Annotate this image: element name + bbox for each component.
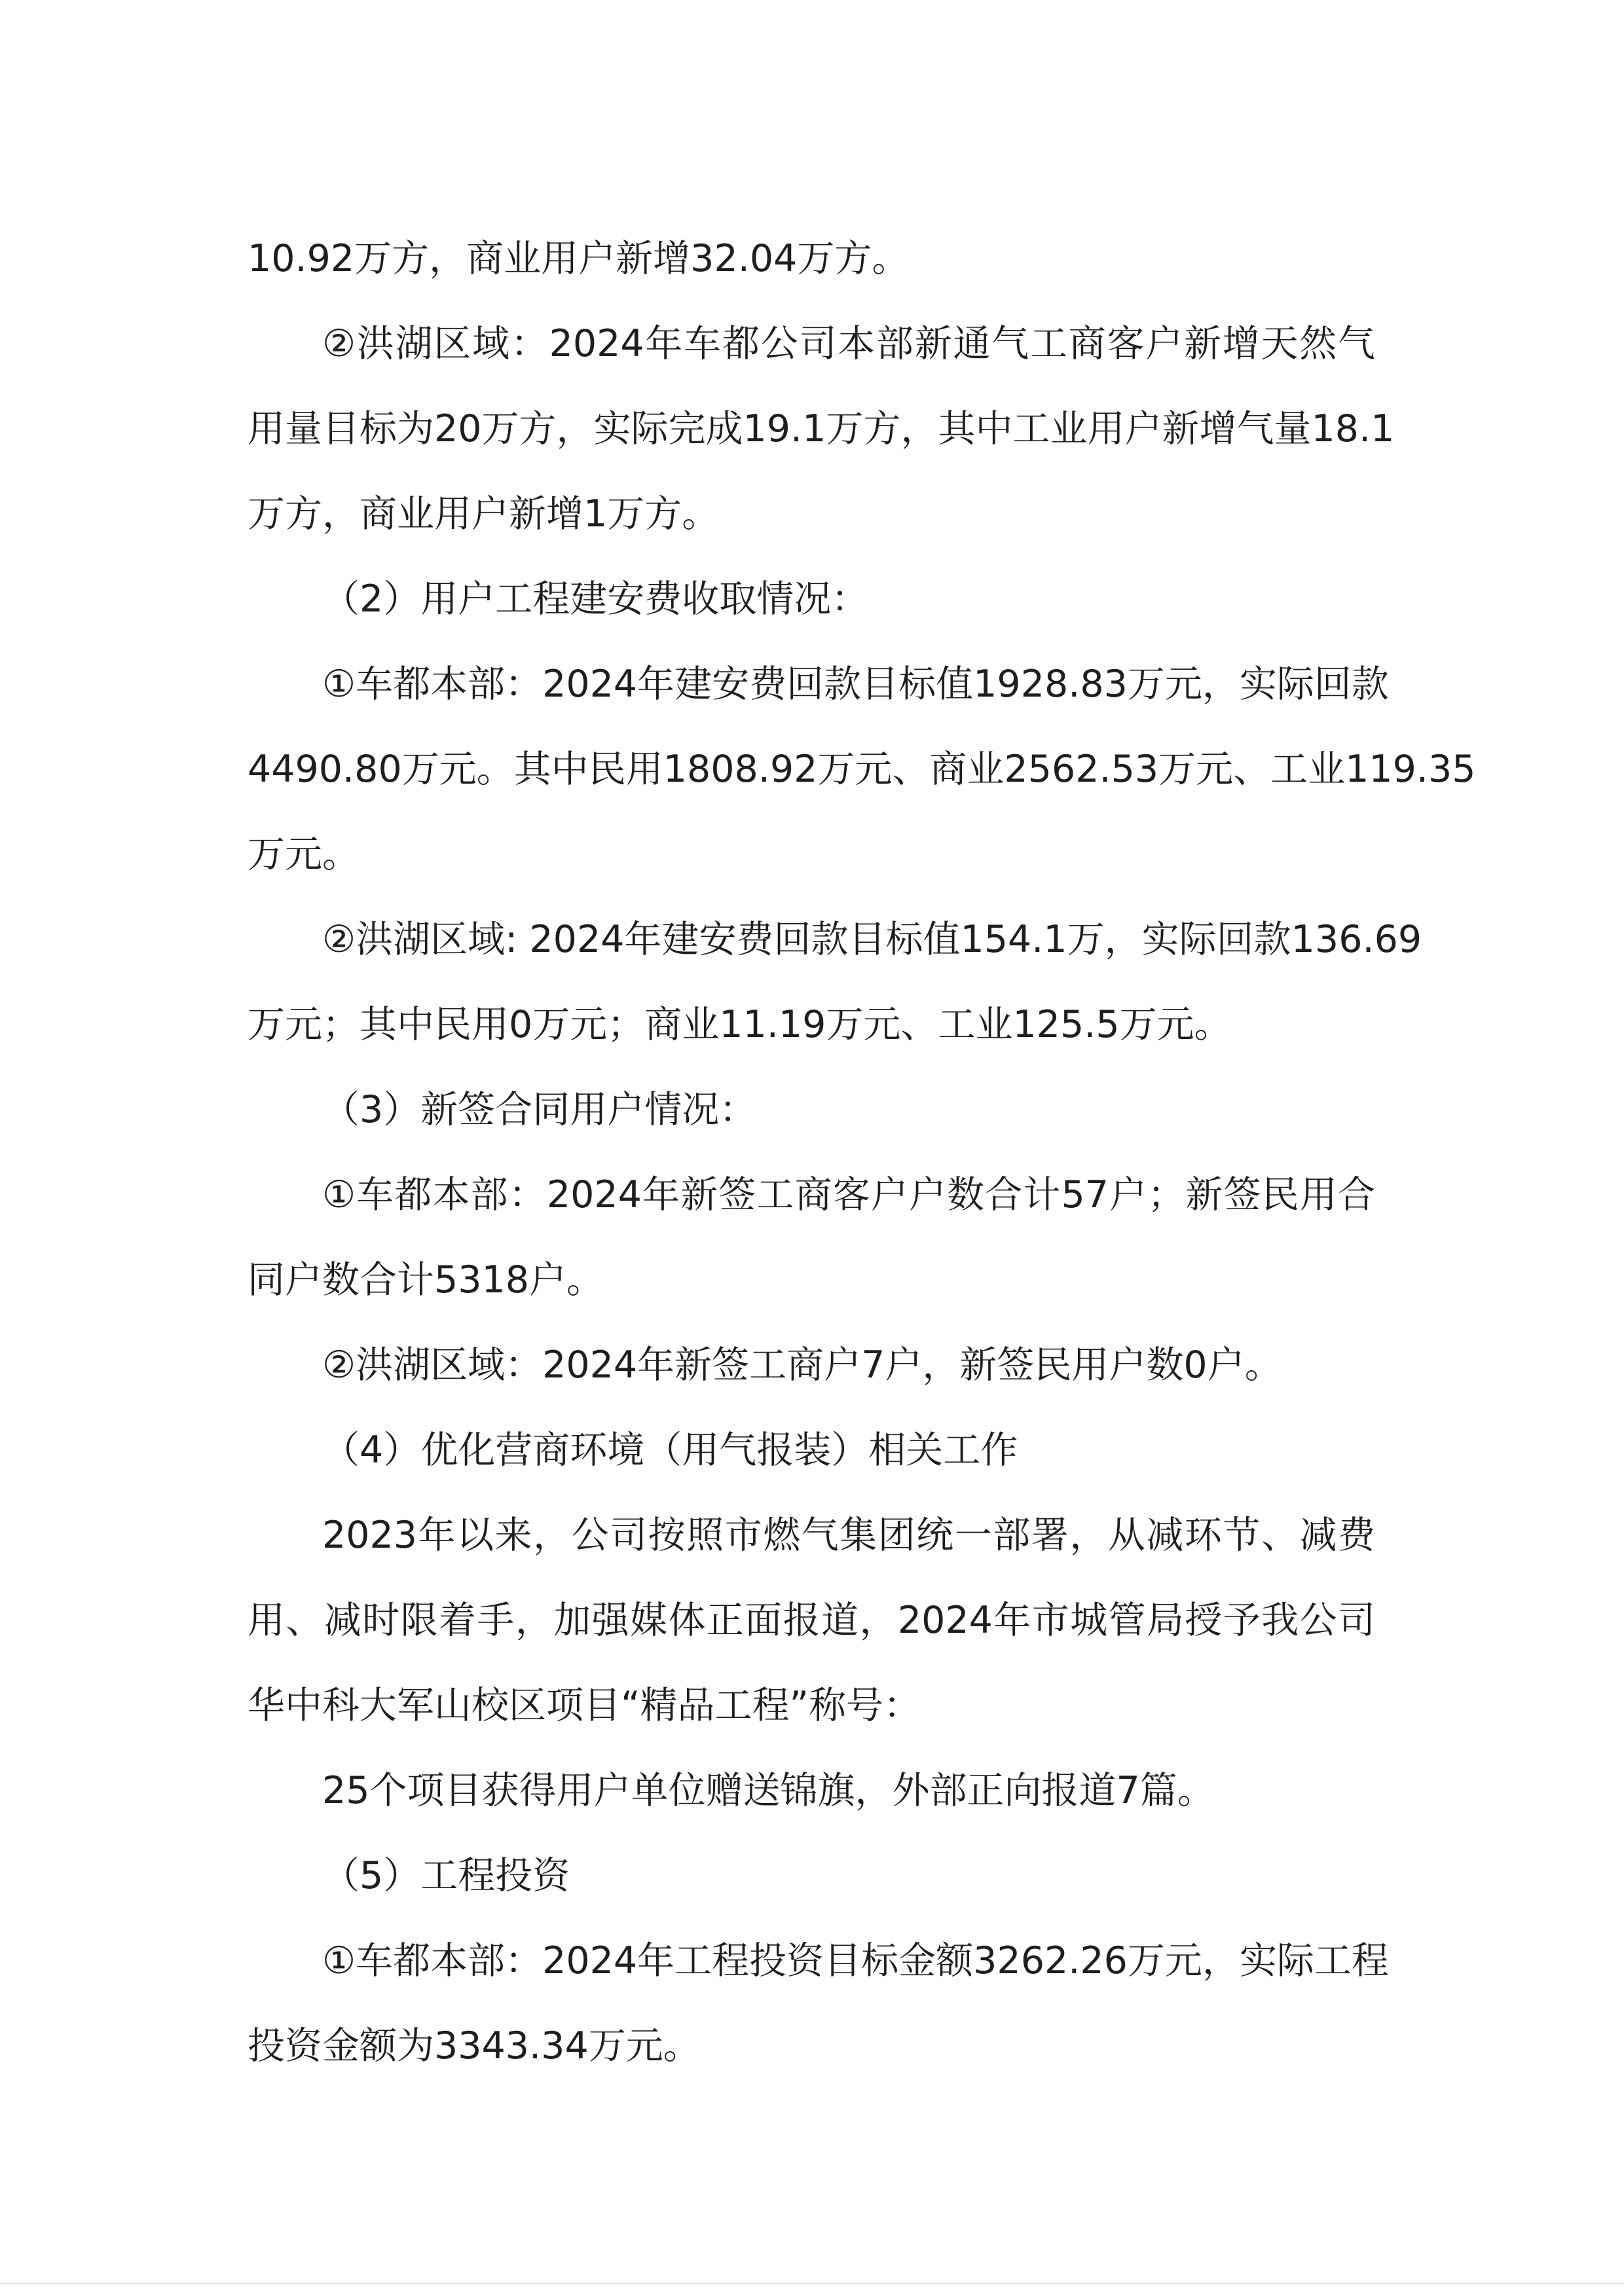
paragraph-line-chedu-fee: ①车都本部：2024年建安费回款目标值1928.83万元，实际回款 [322,663,1389,706]
scan-edge-divider [0,2282,1624,2285]
paragraph-line-honghu-gas-cont: 用量目标为20万方，实际完成19.1万方，其中工业用户新增气量18.1 [248,407,1395,450]
paragraph-line-business-env-cont: 用、减时限着手，加强媒体正面报道，2024年市城管局授予我公司 [248,1599,1375,1642]
paragraph-line-chedu-contracts: ①车都本部：2024年新签工商客户户数合计57户；新签民用合 [322,1173,1375,1216]
paragraph-line-honghu-fee-end: 万元；其中民用0万元；商业11.19万元、工业125.5万元。 [248,1003,1232,1046]
paragraph-line-business-env: 2023年以来，公司按照市燃气集团统一部署，从减环节、减费 [322,1514,1375,1557]
paragraph-line-honghu-fee: ②洪湖区域: 2024年建安费回款目标值154.1万，实际回款136.69 [322,918,1422,961]
paragraph-line-chedu-contracts-end: 同户数合计5318户。 [248,1258,604,1302]
paragraph-line-chedu-fee-end: 万元。 [248,833,360,876]
paragraph-line-chedu-investment: ①车都本部：2024年工程投资目标金额3262.26万元，实际工程 [322,1939,1389,1982]
paragraph-line-honghu-gas: ②洪湖区域：2024年车都公司本部新通气工商客户新增天然气 [322,322,1375,365]
paragraph-line-honghu-gas-end: 万方，商业用户新增1万方。 [248,492,720,536]
section-heading-investment: （5）工程投资 [322,1854,570,1897]
paragraph-line-business-env-end: 华中科大军山校区项目“精品工程”称号： [248,1684,921,1727]
section-heading-install-fee: （2）用户工程建安费收取情况： [322,577,869,621]
paragraph-line-chedu-investment-end: 投资金额为3343.34万元。 [248,2024,701,2068]
section-heading-new-contracts: （3）新签合同用户情况： [322,1088,757,1131]
paragraph-line-gas-commercial: 10.92万方，商业用户新增32.04万方。 [248,237,910,280]
paragraph-line-banners-reports: 25个项目获得用户单位赠送锦旗，外部正向报道7篇。 [322,1769,1215,1812]
paragraph-line-chedu-fee-cont: 4490.80万元。其中民用1808.92万元、商业2562.53万元、工业119.35 [248,748,1476,791]
section-heading-business-env: （4）优化营商环境（用气报装）相关工作 [322,1429,1018,1472]
paragraph-line-honghu-contracts: ②洪湖区域：2024年新签工商户7户，新签民用户数0户。 [322,1343,1282,1387]
